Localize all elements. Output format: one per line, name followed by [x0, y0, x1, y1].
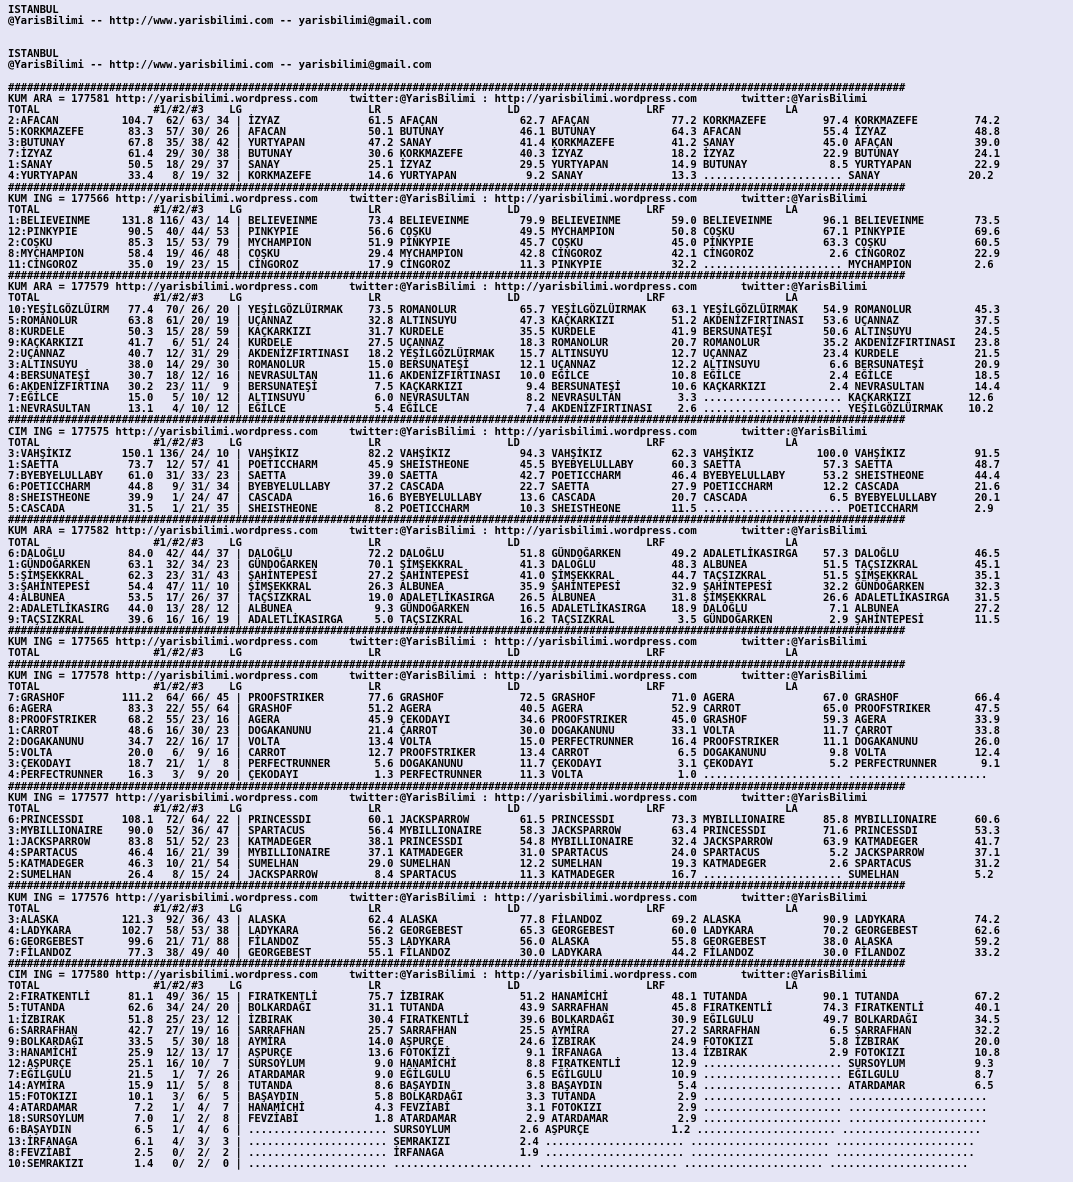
- table-row: 5:VOLTA 20.0 6/ 9/ 16 | CARROT 12.7 PROOFSTRIKER 13.4 CARROT 6.5 DOGAKANUNU 9.8 VOLTA 12.4: [8, 747, 1000, 760]
- column-headers: TOTAL #1/#2/#3 LG LR LD LRF LA: [8, 292, 798, 305]
- section-header: CIM ING = 177580 http://yarisbilimi.wordpress.com twitter:@YarisBilimi : http://yarisbilimi.wordpress.com twitter:@YarisBilimi: [8, 969, 868, 982]
- separator-line: ##############################################################################################################################################: [8, 781, 906, 793]
- table-row: 7:EĞILGULU 21.5 1/ 7/ 26 | ATARDAMAR 9.0 EĞİLGULU 6.5 EĞİLGULU 10.9 ...................... EĞILGULU 8.7: [8, 1069, 994, 1081]
- table-row: 9:TAÇSIZKRAL 39.6 16/ 16/ 19 | ADALETLİKASIRGA 5.0 TAÇSIZKRAL 16.2 TAÇSIZKRAL 3.5 GÜNDOĞARKEN 2.9 ŞAHİNTEPESİ 11.5: [8, 614, 1000, 627]
- table-row: 4:BERSUNATEŞİ 30.7 18/ 12/ 16 | NEVRASULTAN 11.6 AKDENİZFIRTINASI 10.0 EĞİLCE 10.8 EĞİLCE 2.4 EĞİLCE 18.5: [8, 370, 1000, 383]
- table-row: 11:CİNGOROZ 35.0 19/ 23/ 15 | CİNGOROZ 17.9 CİNGOROZ 11.3 PINKYPIE 32.2 ...................... MYCHAMPION 2.6: [8, 259, 994, 272]
- table-row: 12:PINKYPIE 90.5 40/ 44/ 53 | PINKYPIE 56.6 COŞKU 49.5 MYCHAMPION 50.8 COŞKU 67.1 PINKYPIE 69.6: [8, 225, 1000, 238]
- race-section: [8, 415, 1073, 515]
- column-headers: TOTAL #1/#2/#3 LG LR LD LRF LA: [8, 980, 798, 993]
- table-row: 5:ROMANOLUR 63.8 61/ 20/ 19 | UÇANNAZ 32.8 ALTINSUYU 47.3 KAÇKARKIZI 51.2 AKDENİZFIRTINASI 53.6 UÇANNAZ 37.5: [8, 314, 1000, 327]
- table-row: 1:JACKSPARROW 83.8 51/ 52/ 23 | KATMADEGER 38.1 PRINCESSDI 54.8 MYBILLIONAIRE 32.4 JACKSPARROW 63.9 KATMADEGER 41.7: [8, 836, 1000, 849]
- table-row: 6:AGERA 83.3 22/ 55/ 64 | GRASHOF 51.2 AGERA 40.5 AGERA 52.9 CARROT 65.0 PROOFSTRIKER 47.5: [8, 702, 1000, 715]
- table-row: 6:POETICCHARM 44.8 9/ 31/ 34 | BYEBYELULLABY 37.2 CASCADA 22.7 SAETTA 27.9 POETICCHARM 12.2 CASCADA 21.6: [8, 481, 1000, 494]
- table-row: 3:ÇEKODAYI 18.7 21/ 1/ 8 | PERFECTRUNNER 5.6 DOGAKANUNU 11.7 ÇEKODAYI 3.1 ÇEKODAYI 5.2 PERFECTRUNNER 9.1: [8, 758, 1000, 771]
- table-row: 1:SAETTA 73.7 12/ 57/ 41 | POETICCHARM 45.9 SHEISTHEONE 45.5 BYEBYELULLABY 60.3 SAETTA 57.3 SAETTA 48.7: [8, 458, 1000, 471]
- section-header: KUM ING = 177576 http://yarisbilimi.wordpress.com twitter:@YarisBilimi : http://yarisbilimi.wordpress.com twitter:@YarisBilimi: [8, 891, 868, 904]
- section-header: KUM ING = 177566 http://yarisbilimi.wordpress.com twitter:@YarisBilimi : http://yarisbilimi.wordpress.com twitter:@YarisBilimi: [8, 192, 868, 205]
- separator-line: ##############################################################################################################################################: [8, 82, 906, 94]
- table-row: 3:VAHŞİKIZ 150.1 136/ 24/ 10 | VAHŞİKIZ 82.2 VAHŞİKIZ 94.3 VAHŞİKIZ 62.3 VAHŞİKIZ 100.0 VAHŞİKIZ 91.5: [8, 447, 1000, 460]
- table-row: 5:TUTANDA 62.6 34/ 24/ 20 | BOLKARDAĞI 31.1 TUTANDA 43.9 SARRAFHAN 45.8 FIRATKENTLİ 74.3 FIRATKENTLİ 40.1: [8, 1002, 1000, 1015]
- table-row: 7:FİLANDOZ 77.3 38/ 49/ 40 | GEORGEBEST 55.1 FİLANDOZ 30.0 LADYKARA 44.2 FİLANDOZ 30.0 FİLANDOZ 33.2: [8, 946, 1000, 959]
- separator-line: ##############################################################################################################################################: [8, 626, 906, 638]
- column-headers: TOTAL #1/#2/#3 LG LR LD LRF LA: [8, 680, 798, 693]
- table-row: 6:DALOĞLU 84.0 42/ 44/ 37 | DALOĞLU 72.2 DALOĞLU 51.8 GÜNDOĞARKEN 49.2 ADALETLİKASIRGA 57.3 DALOĞLU 46.5: [8, 547, 1000, 560]
- table-row: 4:LADYKARA 102.7 58/ 53/ 38 | LADYKARA 56.2 GEORGEBEST 65.3 GEORGEBEST 60.0 LADYKARA 70.2 GEORGEBEST 62.6: [8, 924, 1000, 937]
- table-row: 1:İZBIRAK 51.8 25/ 23/ 12 | İZBIRAK 30.4 FIRATKENTLİ 39.6 BOLKARDAĞI 30.9 EĞILGULU 49.7 BOLKARDAĞI 34.5: [8, 1013, 1000, 1026]
- table-row: 6:BAŞAYDIN 6.5 1/ 4/ 6 | ...................... SURSOYLUM 2.6 AŞPURÇE 1.2 ...................... ......................: [8, 1124, 981, 1137]
- race-section: [8, 515, 1073, 626]
- table-row: 3:MYBILLIONAIRE 90.0 52/ 36/ 47 | SPARTACUS 56.4 MYBILLIONAIRE 58.3 JACKSPARROW 63.4 PRINCESSDI 71.6 PRINCESSDI 53.3: [8, 824, 1000, 837]
- table-row: 8:FEVZİABİ 2.5 0/ 2/ 2 | ...................... İRFANAGA 1.9 ...................... ...................... ......................: [8, 1146, 975, 1159]
- table-row: 9:BOLKARDAĞI 33.5 5/ 30/ 18 | AYMİRA 14.0 AŞPURÇE 24.6 İZBIRAK 24.9 FOTOKIZI 5.8 İZBIRAK 20.0: [8, 1035, 1000, 1048]
- table-row: 10:SEMRAKIZI 1.4 0/ 2/ 0 | ...................... ...................... ...................... ...................... ......................: [8, 1157, 969, 1170]
- section-header: KUM ARA = 177581 http://yarisbilimi.wordpress.com twitter:@YarisBilimi : http://yarisbilimi.wordpress.com twitter:@YarisBilimi: [8, 92, 868, 105]
- table-row: 2:SUMELHAN 26.4 8/ 15/ 24 | JACKSPARROW 8.4 SPARTACUS 11.3 KATMADEGER 16.7 ...................... SUMELHAN 5.2: [8, 869, 994, 882]
- column-headers: TOTAL #1/#2/#3 LG LR LD LRF LA: [8, 103, 798, 116]
- table-row: 2:AFACAN 104.7 62/ 63/ 34 | İZYAZ 61.5 AFAÇAN 62.7 AFAÇAN 77.2 KORKMAZEFE 97.4 KORKMAZEFE 74.2: [8, 114, 1000, 127]
- race-section: [8, 183, 1073, 272]
- separator-line: ##############################################################################################################################################: [8, 959, 906, 971]
- table-row: 5:CASCADA 31.5 1/ 21/ 35 | SHEISTHEONE 8.2 POETICCHARM 10.3 SHEISTHEONE 11.5 ...................... POETICCHARM 2.9: [8, 503, 994, 516]
- table-row: 9:KAÇKARKIZI 41.7 6/ 51/ 24 | KURDELE 27.5 UÇANNAZ 18.3 ROMANOLUR 20.7 ROMANOLUR 35.2 AKDENİZFIRTINASI 23.8: [8, 336, 1000, 349]
- spacer: [8, 38, 1073, 49]
- separator-line: ##############################################################################################################################################: [8, 881, 906, 893]
- column-headers: TOTAL #1/#2/#3 LG LR LD LRF LA: [8, 647, 798, 660]
- spacer: [8, 27, 1073, 38]
- table-row: 12:AŞPURÇE 25.1 16/ 10/ 7 | SURSOYLUM 9.0 HANAMİCHİ 8.8 FIRATKENTLİ 12.9 ...................... SURSOYLUM 9.3: [8, 1057, 994, 1070]
- table-row: 5:KATMADEGER 46.3 10/ 21/ 54 | SUMELHAN 29.0 SUMELHAN 12.2 SUMELHAN 19.3 KATMADEGER 2.6 SPARTACUS 31.2: [8, 858, 1000, 871]
- table-row: 7:EĞİLCE 15.0 5/ 10/ 12 | ALTINSUYU 6.0 NEVRASULTAN 8.2 NEVRASULTAN 3.3 ...................... KAÇKARKIZI 12.6: [8, 392, 994, 405]
- table-row: 2:DOGAKANUNU 34.7 22/ 16/ 17 | VOLTA 13.4 VOLTA 15.0 PERFECTRUNNER 16.4 PROOFSTRIKER 11.1 DOGAKANUNU 26.0: [8, 736, 1000, 749]
- table-row: 2:UÇANNAZ 40.7 12/ 31/ 29 | AKDENİZFIRTINASI 18.2 YEŞİLGÖZLÜIRMAK 15.7 ALTINSUYU 12.7 UÇANNAZ 23.4 KURDELE 21.5: [8, 347, 1000, 360]
- table-row: 1:CARROT 48.6 16/ 30/ 23 | DOGAKANUNU 21.4 ÇARROT 30.0 DOGAKANUNU 33.1 VOLTA 11.7 ÇARROT 33.8: [8, 725, 1000, 738]
- table-row: 18:SURSOYLUM 7.0 1/ 2/ 8 | FEVZİABİ 1.8 ATARDAMAR 2.9 ATARDAMAR 2.9 ...................... ......................: [8, 1113, 988, 1126]
- header-contact: @YarisBilimi -- http://www.yarisbilimi.com -- yarisbilimi@gmail.com: [8, 15, 432, 28]
- race-section: [8, 83, 1073, 183]
- table-row: 3:ALTINSUYU 38.0 14/ 29/ 30 | ROMANOLUR 15.0 BERSUNATEŞİ 12.1 UÇANNAZ 12.2 ALTINSUYU 6.6 BERSUNATEŞİ 20.9: [8, 359, 1000, 371]
- section-header: KUM ING = 177577 http://yarisbilimi.wordpress.com twitter:@YarisBilimi : http://yarisbilimi.wordpress.com twitter:@YarisBilimi: [8, 791, 868, 804]
- section-header: KUM ING = 177578 http://yarisbilimi.wordpress.com twitter:@YarisBilimi : http://yarisbilimi.wordpress.com twitter:@YarisBilimi: [8, 669, 868, 682]
- column-headers: TOTAL #1/#2/#3 LG LR LD LRF LA: [8, 802, 798, 815]
- table-row: 1:GÜNDOĞARKEN 63.1 32/ 34/ 23 | GÜNDOĞARKEN 70.1 ŞİMŞEKKRAL 41.3 DALOĞLU 48.3 ALBUNEA 51.5 TAÇSIZKRAL 45.1: [8, 558, 1000, 571]
- spacer: [8, 72, 1073, 83]
- header-city: ISTANBUL: [8, 48, 59, 61]
- race-section: [8, 881, 1073, 959]
- table-row: 4:ATARDAMAR 7.2 1/ 4/ 7 | HANAMİCHİ 4.3 FEVZİABİ 3.1 FOTOKIZI 2.9 ...................... ......................: [8, 1102, 988, 1115]
- table-row: 7:BYEBYELULLABY 61.0 31/ 33/ 23 | SAETTA 39.0 SAETTA 42.7 POETICCHARM 46.4 BYEBYELULLABY 53.2 SHEISTHEONE 44.4: [8, 469, 1000, 482]
- table-row: 7:GRASHOF 111.2 64/ 66/ 45 | PROOFSTRIKER 77.6 GRASHOF 72.5 GRASHOF 71.0 AGERA 67.0 GRASHOF 66.4: [8, 691, 1000, 704]
- column-headers: TOTAL #1/#2/#3 LG LR LD LRF LA: [8, 436, 798, 449]
- table-row: 4:ALBUNEA 53.5 17/ 26/ 37 | TAÇSIZKRAL 19.0 ADALETLİKASIRGA 26.5 ALBUNEA 31.8 ŞİMŞEKKRAL 26.6 ADALETLİKASIRGA 31.5: [8, 591, 1000, 604]
- column-headers: TOTAL #1/#2/#3 LG LR LD LRF LA: [8, 203, 798, 216]
- table-row: 6:PRINCESSDI 108.1 72/ 64/ 22 | PRINCESSDI 60.1 JACKSPARROW 61.5 PRINCESSDI 73.3 MYBILLIONAIRE 85.8 MYBILLIONAIRE 60.6: [8, 813, 1000, 826]
- table-row: 14:AYMİRA 15.9 11/ 5/ 8 | TUTANDA 8.6 BAŞAYDIN 3.8 BAŞAYDIN 5.4 ...................... ATARDAMAR 6.5: [8, 1080, 994, 1093]
- table-row: 3:ŞAHİNTEPESİ 54.4 47/ 11/ 10 | ŞİMŞEKKRAL 26.3 ALBUNEA 35.9 ŞAHİNTEPESİ 32.9 ŞAHİNTEPESİ 32.2 GÜNDOĞARKEN 32.3: [8, 580, 1000, 593]
- column-headers: TOTAL #1/#2/#3 LG LR LD LRF LA: [8, 536, 798, 549]
- race-section: [8, 626, 1073, 659]
- race-section: [8, 271, 1073, 415]
- table-row: 15:FOTOKIZI 10.1 3/ 6/ 5 | BAŞAYDIN 5.8 BOLKARDAĞI 3.3 TUTANDA 2.9 ...................... ......................: [8, 1091, 988, 1104]
- table-row: 8:PROOFSTRIKER 68.2 55/ 23/ 16 | AGERA 45.9 ÇEKODAYI 34.6 PROOFSTRIKER 45.0 GRASHOF 59.3 AGERA 33.9: [8, 714, 1000, 726]
- separator-line: ##############################################################################################################################################: [8, 182, 906, 194]
- section-header: CIM ING = 177575 http://yarisbilimi.wordpress.com twitter:@YarisBilimi : http://yarisbilimi.wordpress.com twitter:@YarisBilimi: [8, 425, 868, 438]
- section-header: KUM ARA = 177579 http://yarisbilimi.wordpress.com twitter:@YarisBilimi : http://yarisbilimi.wordpress.com twitter:@YarisBilimi: [8, 281, 868, 294]
- table-row: 8:MYCHAMPION 58.4 19/ 46/ 48 | COŞKU 29.4 MYCHAMPION 42.8 CİNGOROZ 42.1 CİNGOROZ 2.6 CİNGOROZ 22.9: [8, 248, 1000, 261]
- separator-line: ##############################################################################################################################################: [8, 659, 906, 671]
- table-row: 4:PERFECTRUNNER 16.3 3/ 9/ 20 | ÇEKODAYI 1.3 PERFECTRUNNER 11.3 VOLTA 1.0 ...................... ......................: [8, 769, 988, 782]
- table-row: 7:İZYAZ 61.4 29/ 30/ 38 | BUTUNAY 30.6 KORKMAZEFE 40.3 İZYAZ 18.2 İZYAZ 22.9 BUTUNAY 24.1: [8, 148, 1000, 161]
- table-row: 6:GEORGEBEST 99.6 21/ 71/ 88 | FİLANDOZ 55.3 LADYKARA 56.0 ALASKA 55.8 GEORGEBEST 38.0 ALASKA 59.2: [8, 935, 1000, 948]
- table-row: 10:YEŞİLGÖZLÜIRM 77.4 70/ 26/ 20 | YEŞİLGÖZLÜIRMAK 73.5 ROMANOLUR 65.7 YEŞİLGÖZLÜIRMAK 63.1 YEŞİLGÖZLÜIRMAK 54.9 ROMANOLUR 45.3: [8, 303, 1000, 316]
- table-row: 5:KORKMAZEFE 83.3 57/ 30/ 26 | AFACAN 50.1 BUTUNAY 46.1 BUTUNAY 64.3 AFACAN 55.4 İZYAZ 48.8: [8, 126, 1000, 139]
- section-header: KUM ING = 177565 http://yarisbilimi.wordpress.com twitter:@YarisBilimi : http://yarisbilimi.wordpress.com twitter:@YarisBilimi: [8, 636, 868, 649]
- table-row: 8:KURDELE 50.3 15/ 28/ 59 | KAÇKARKIZI 31.7 KURDELE 35.5 KURDELE 41.9 BERSUNATEŞİ 50.6 ALTINSUYU 24.5: [8, 325, 1000, 338]
- table-row: 2:ADALETLİKASIRG 44.0 13/ 28/ 12 | ALBUNEA 9.3 GÜNDOĞARKEN 16.5 ADALETLİKASIRGA 18.9 DALOĞLU 7.1 ALBUNEA 27.2: [8, 603, 1000, 616]
- table-row: 13:İRFANAGA 6.1 4/ 3/ 3 | ...................... SEMRAKIZI 2.4 ...................... ...................... ......................: [8, 1135, 975, 1148]
- table-row: 4:YURTYAPAN 33.4 8/ 19/ 32 | KORKMAZEFE 14.6 YURTYAPAN 9.2 SANAY 13.3 ...................... SANAY 20.2: [8, 170, 994, 183]
- race-section: [8, 782, 1073, 882]
- table-row: 6:AKDENİZFIRTINA 30.2 23/ 11/ 9 | BERSUNATEŞİ 7.5 KAÇKARKIZI 9.4 BERSUNATEŞİ 10.6 KAÇKARKIZI 2.4 NEVRASULTAN 14.4: [8, 381, 1000, 394]
- separator-line: ##############################################################################################################################################: [8, 515, 906, 527]
- column-headers: TOTAL #1/#2/#3 LG LR LD LRF LA: [8, 902, 798, 915]
- table-row: 1:SANAY 50.5 18/ 29/ 37 | SANAY 25.1 İZYAZ 29.5 YURTYAPAN 14.9 BUTUNAY 8.5 YURTYAPAN 22.9: [8, 159, 1000, 172]
- section-header: KUM ARA = 177582 http://yarisbilimi.wordpress.com twitter:@YarisBilimi : http://yarisbilimi.wordpress.com twitter:@YarisBilimi: [8, 525, 868, 538]
- separator-line: ##############################################################################################################################################: [8, 271, 906, 283]
- race-section: [8, 660, 1073, 782]
- table-row: 6:SARRAFHAN 42.7 27/ 19/ 16 | SARRAFHAN 25.7 SARRAFHAN 25.5 AYMİRA 27.2 SARRAFHAN 6.5 SARRAFHAN 32.2: [8, 1024, 1000, 1037]
- race-sections: [8, 83, 1073, 1170]
- table-row: 4:SPARTACUS 46.4 16/ 21/ 39 | MYBILLIONAIRE 37.1 KATMADEGER 31.0 SPARTACUS 24.0 SPARTACUS 5.2 JACKSPARROW 37.1: [8, 847, 1000, 860]
- separator-line: ##############################################################################################################################################: [8, 415, 906, 427]
- table-row: 2:COŞKU 85.3 15/ 53/ 79 | MYCHAMPION 51.9 PİNKYPIE 45.7 COŞKU 45.0 PİNKYPIE 63.3 COŞKU 60.5: [8, 236, 1000, 249]
- table-row: 2:FIRATKENTLİ 81.1 49/ 36/ 15 | FIRATKENTLİ 75.7 İZBIRAK 51.2 HANAMİCHİ 48.1 TUTANDA 90.1 TUTANDA 67.2: [8, 991, 1000, 1004]
- table-row: 1:NEVRASULTAN 13.1 4/ 10/ 12 | EĞİLCE 5.4 EĞİLCE 7.4 AKDENİZFIRTINASI 2.6 ...................... YEŞİLGÖZLÜIRMAK 10.2: [8, 403, 994, 416]
- race-section: [8, 959, 1073, 1170]
- table-row: 1:BELIEVEINME 131.8 116/ 43/ 14 | BELIEVEINME 73.4 BELIEVEINME 79.9 BELIEVEINME 59.0 BELIEVEINME 96.1 BELIEVEINME 73.5: [8, 214, 1000, 227]
- table-row: 8:SHEISTHEONE 39.9 1/ 24/ 47 | CASCADA 16.6 BYEBYELULLABY 13.6 CASCADA 20.7 CASCADA 6.5 BYEBYELULLABY 20.1: [8, 492, 1000, 505]
- table-row: 5:ŞİMŞEKKRAL 62.3 23/ 31/ 43 | ŞAHİNTEPESİ 27.2 ŞAHİNTEPESİ 41.0 ŞİMŞEKKRAL 44.7 TAÇSIZKRAL 51.5 ŞİMŞEKKRAL 35.1: [8, 569, 1000, 582]
- table-row: 3:HANAMİCHİ 25.9 12/ 13/ 17 | AŞPURÇE 13.6 FOTOKİZİ 9.1 İRFANAGA 13.4 İZBIRAK 2.9 FOTOKIZI 10.8: [8, 1046, 1000, 1059]
- table-row: 3:BUTUNAY 67.8 35/ 38/ 42 | YURTYAPAN 47.2 SANAY 41.4 KORKMAZEFE 41.2 SANAY 45.0 AFAÇAN 39.0: [8, 137, 1000, 150]
- header-city: ISTANBUL: [8, 4, 59, 16]
- header-contact: @YarisBilimi -- http://www.yarisbilimi.com -- yarisbilimi@gmail.com: [8, 59, 432, 72]
- table-row: 3:ALASKA 121.3 92/ 36/ 43 | ALASKA 62.4 ALASKA 77.8 FİLANDOZ 69.2 ALASKA 90.9 LADYKARA 74.2: [8, 913, 1000, 926]
